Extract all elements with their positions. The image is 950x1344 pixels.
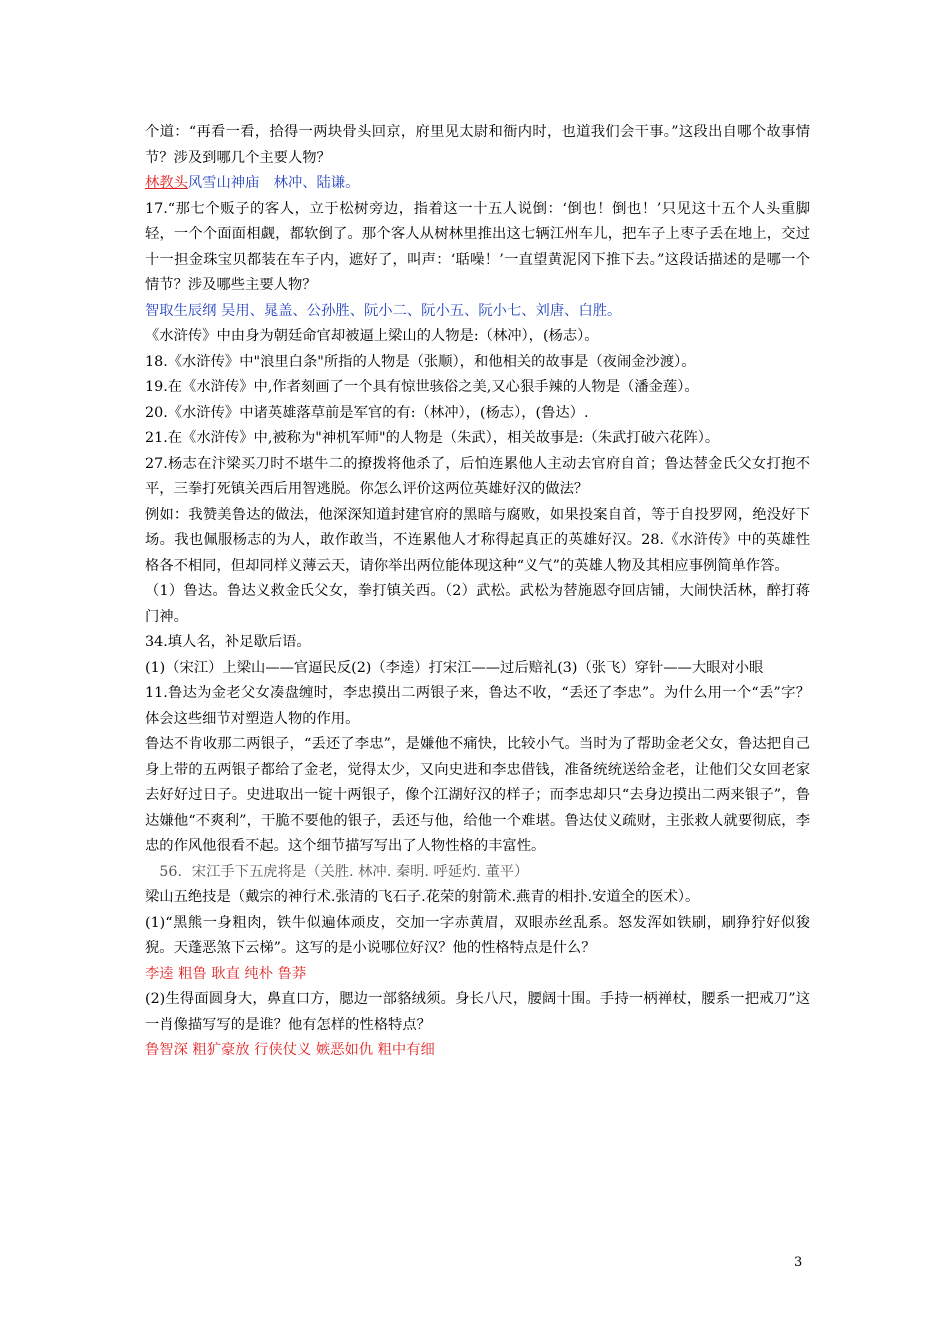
fact-officials: 《水浒传》中由身为朝廷命官却被逼上梁山的人物是:（林冲），(杨志）。 [145, 328, 599, 344]
question-20: 20.《水浒传》中诸英雄落草前是军官的有:（林冲），(杨志），(鲁达）. [145, 404, 589, 421]
question-portrait-2: (2)生得面圆身大，鼻直口方，腮边一部貉绒须。身长八尺，腰阔十围。手持一柄禅杖，腰系一把戒刀”这一肖像描写写的是谁？他有怎样的性格特点？ [145, 991, 810, 1033]
question-27: 27.杨志在汴梁买刀时不堪牛二的撩拨将他杀了，后怕连累他人主动去官府自首；鲁达替金氏父女打抱不平，三拳打死镇关西后用智逃脱。你怎么评价这两位英雄好汉的做法？ [145, 455, 810, 497]
answer-rest: 风雪山神庙 林冲、陆谦。 [187, 175, 360, 191]
question-34: 34.填人名，补足歇后语。 [145, 634, 311, 650]
page-number: 3 [794, 1255, 803, 1270]
answer-portrait-1: 李逵 粗鲁 耿直 纯朴 鲁莽 [145, 965, 307, 982]
question-21: 21.在《水浒传》中,被称为"神机军师"的人物是（朱武），相关故事是:（朱武打破六花阵）。 [145, 430, 720, 446]
question-11: 11.鲁达为金老父女凑盘缠时，李忠摸出二两银子来，鲁达不收，“丢还了李忠”。为什么用一个“丢”字？体会这些细节对塑造人物的作用。 [145, 685, 810, 727]
answer-title: 林教头 [145, 175, 188, 191]
paragraph-question-excerpt: 个道：“再看一看，拾得一两块骨头回京，府里见太尉和衙内时，也道我们会干事。”这段出自哪个故事情节？涉及到哪几个主要人物？ [145, 124, 810, 166]
answer-34: (1)（宋江）上梁山——官逼民反(2)（李逵）打宋江——过后赔礼(3)（张飞）穿针——大眼对小眼 [145, 659, 764, 676]
question-56: 56．宋江手下五虎将是（关胜. 林冲. 秦明. 呼延灼. 董平） [145, 863, 529, 880]
document-body [145, 120, 810, 1064]
answer-27-question-28: 例如：我赞美鲁达的做法，他深深知道封建官府的黑暗与腐败，如果投案自首，等于自投罗网，绝没好下场。我也佩服杨志的为人，敢作敢当，不连累他人才称得起真正的英雄好汉。28.《水浒传》中的英雄性格各不相同，但却同样义薄云天，请你举出两位能体现这种“义气”的英雄人物及其相应事例简单作答。 [145, 506, 810, 574]
question-portrait-1: (1)“黑熊一身粗肉，铁牛似遍体顽皮，交加一字赤黄眉，双眼赤丝乱系。怒发浑如铁刷，刷狰狞好似狻猊。天蓬恶煞下云梯”。这写的是小说哪位好汉？他的性格特点是什么？ [145, 914, 810, 956]
answer-line-lin-chong [145, 171, 810, 197]
answer-28: （1）鲁达。鲁达义救金氏父女，拳打镇关西。（2）武松。武松为替施恩夺回店铺，大闹快活林，醉打蒋门神。 [145, 583, 810, 625]
answer-11: 鲁达不肯收那二两银子，“丢还了李忠”，是嫌他不痛快，比较小气。当时为了帮助金老父女，鲁达把自己身上带的五两银子都给了金老，觉得太少，又向史进和李忠借钱，准备统统送给金老，让他们父女回老家去好好过日子。史进取出一锭十两银子，像个江湖好汉的样子；而李忠却只“去身边摸出二两来银子”，鲁达嫌他“不爽利”，干脆不要他的银子，丢还与他，给他一个难堪。鲁达仗义疏财，主张救人就要彻底，李忠的作风他很看不起。这个细节描写写出了人物性格的丰富性。 [145, 736, 810, 854]
answer-17: 智取生辰纲 吴用、晁盖、公孙胜、阮小二、阮小五、阮小七、刘唐、白胜。 [145, 302, 622, 319]
question-17: 17.“那七个贩子的客人，立于松树旁边，指着这一十五人说倒：‘倒也！倒也！’只见这十五个人头重脚轻，一个个面面相觑，都软倒了。那个客人从树林里推出这七辆江州车儿，把车子上枣子丢在地上，交过十一担金珠宝贝都装在车子内，遮好了，叫声：‘聒噪！’一直望黄泥冈下推下去。”这段话描述的是哪一个情节？涉及哪些主要人物？ [145, 200, 810, 293]
five-skills: 梁山五绝技是（戴宗的神行术.张清的飞石子.花荣的射箭术.燕青的相扑.安道全的医术）。 [145, 889, 700, 905]
question-18: 18.《水浒传》中"浪里白条"所指的人物是（张顺），和他相关的故事是（夜闹金沙渡）。 [145, 353, 696, 370]
question-19: 19.在《水浒传》中,作者刻画了一个具有惊世骇俗之美,又心狠手辣的人物是（潘金莲）。 [145, 379, 699, 395]
answer-portrait-2: 鲁智深 粗犷豪放 行侠仗义 嫉恶如仇 粗中有细 [145, 1042, 435, 1058]
